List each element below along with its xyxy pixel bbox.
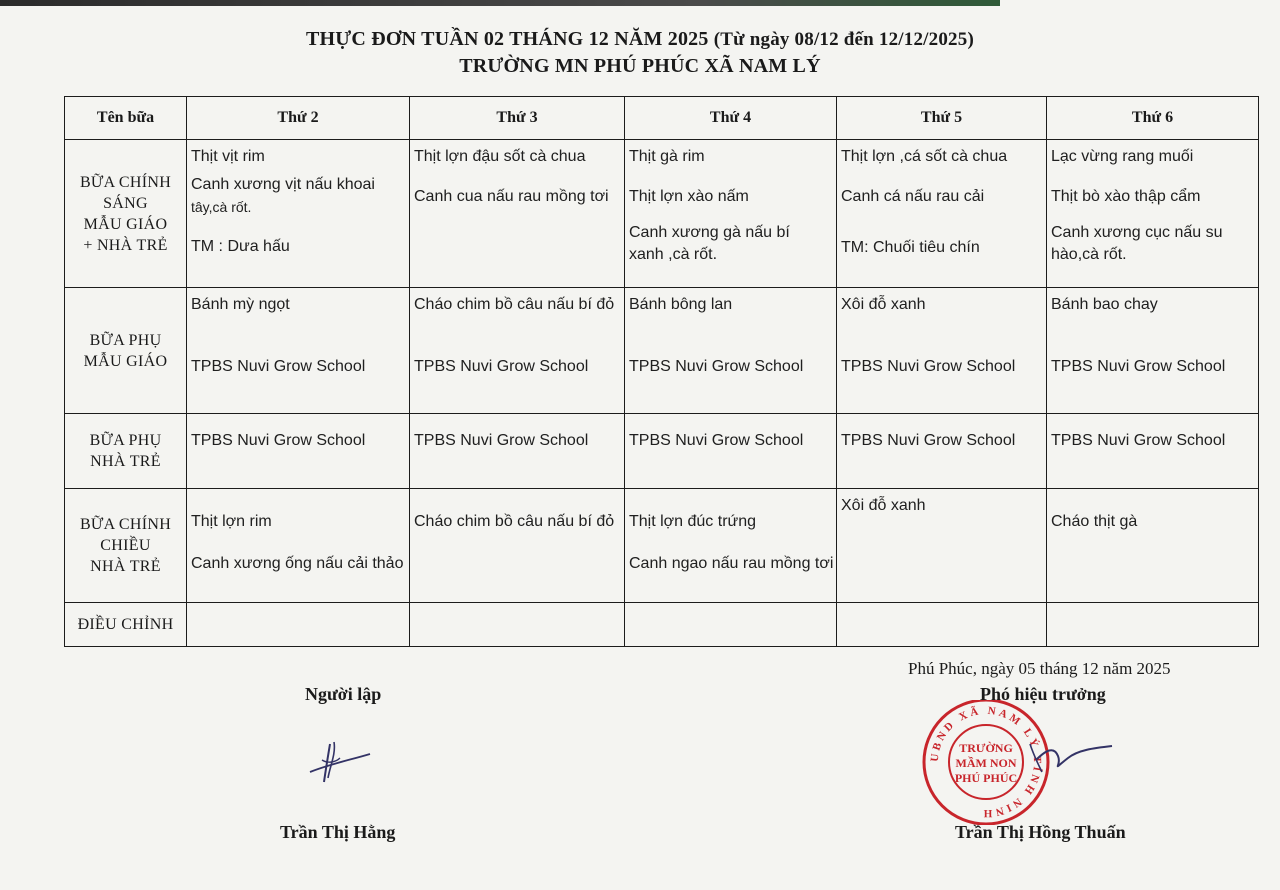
menu-cell bbox=[625, 414, 837, 489]
dish-item: Canh ngao nấu rau mồng tơi bbox=[629, 555, 834, 572]
table-row bbox=[65, 288, 1259, 414]
stamp-text-line: TRƯỜNG bbox=[959, 741, 1013, 755]
meal-label-line: BỮA PHỤ bbox=[89, 331, 162, 349]
stamp-text-line: PHÚ PHÚC bbox=[954, 771, 1018, 785]
meal-label-line: + NHÀ TRẺ bbox=[83, 236, 168, 254]
dish-item: Thịt bò xào thập cẩm bbox=[1051, 188, 1201, 205]
dish-item: TPBS Nuvi Grow School bbox=[1051, 358, 1226, 375]
date-line: Phú Phúc, ngày 05 tháng 12 năm 2025 bbox=[908, 659, 1171, 678]
meal-label bbox=[65, 288, 187, 414]
menu-cell bbox=[625, 603, 837, 647]
meal-label-line: SÁNG bbox=[103, 194, 148, 212]
dish-item: TPBS Nuvi Grow School bbox=[629, 358, 804, 375]
col-header-wednesday: Thứ 4 bbox=[625, 97, 837, 140]
menu-cell bbox=[187, 288, 410, 414]
dish-item: Bánh bao chay bbox=[1051, 296, 1158, 313]
school-name: TRƯỜNG MN PHÚ PHÚC XÃ NAM LÝ bbox=[459, 55, 821, 77]
menu-cell bbox=[1047, 140, 1259, 288]
dish-item: Cháo thịt gà bbox=[1051, 513, 1138, 530]
meal-label-line: CHIỀU bbox=[100, 537, 151, 554]
dish-item: Canh cá nấu rau cải bbox=[841, 188, 985, 205]
menu-cell bbox=[837, 414, 1047, 489]
title-date-range: (Từ ngày 08/12 đến 12/12/2025) bbox=[713, 29, 974, 50]
menu-cell bbox=[625, 489, 837, 603]
preparer-signature bbox=[300, 738, 380, 788]
menu-cell bbox=[837, 288, 1047, 414]
stamp-outer-text: UBND XÃ NAM LÝ TỈNH NINH bbox=[928, 704, 1044, 820]
menu-cell bbox=[1047, 603, 1259, 647]
dish-item: TPBS Nuvi Grow School bbox=[841, 432, 1016, 449]
table-row bbox=[65, 414, 1259, 489]
col-header-friday: Thứ 6 bbox=[1047, 97, 1259, 140]
menu-cell bbox=[1047, 414, 1259, 489]
menu-table bbox=[64, 96, 1259, 647]
dish-item: Canh xương cục nấu su bbox=[1051, 224, 1223, 241]
vice-principal-role: Phó hiệu trưởng bbox=[980, 684, 1106, 704]
meal-label bbox=[65, 414, 187, 489]
menu-cell bbox=[410, 414, 625, 489]
meal-label-line: BỮA PHỤ bbox=[89, 432, 162, 449]
meal-label-line: NHÀ TRẺ bbox=[90, 558, 161, 575]
menu-cell bbox=[187, 489, 410, 603]
dish-item: TPBS Nuvi Grow School bbox=[414, 358, 589, 375]
dish-item: Canh xương ống nấu cải thảo bbox=[191, 555, 404, 572]
dish-item: Cháo chim bồ câu nấu bí đỏ bbox=[414, 513, 615, 530]
title-main: THỰC ĐƠN TUẦN 02 THÁNG 12 NĂM 2025 bbox=[306, 28, 709, 50]
col-header-meal: Tên bữa bbox=[65, 97, 187, 140]
meal-label-line: BỮA CHÍNH bbox=[79, 516, 172, 533]
scan-top-edge bbox=[0, 0, 1000, 6]
table-row bbox=[65, 489, 1259, 603]
dish-item: Cháo chim bồ câu nấu bí đỏ bbox=[414, 296, 615, 313]
dish-item: Thịt lợn đúc trứng bbox=[629, 513, 757, 530]
dish-item: TM: Chuối tiêu chín bbox=[841, 239, 980, 256]
meal-label-line: BỮA CHÍNH bbox=[79, 173, 172, 191]
school-stamp bbox=[918, 700, 1118, 825]
dish-item: Canh cua nấu rau mồng tơi bbox=[414, 188, 609, 205]
menu-cell bbox=[410, 603, 625, 647]
dish-item: Thịt lợn xào nấm bbox=[629, 188, 749, 205]
menu-cell bbox=[837, 489, 1047, 603]
dish-item: xanh ,cà rốt. bbox=[629, 246, 718, 263]
col-header-thursday: Thứ 5 bbox=[837, 97, 1047, 140]
page-title bbox=[0, 28, 1280, 51]
header-row bbox=[65, 97, 1259, 140]
dish-item: Thịt lợn ,cá sốt cà chua bbox=[841, 148, 1008, 165]
menu-cell bbox=[1047, 489, 1259, 603]
dish-item: TPBS Nuvi Grow School bbox=[414, 432, 589, 449]
dish-item: Canh xương gà nấu bí bbox=[629, 224, 790, 241]
dish-item: Bánh bông lan bbox=[629, 296, 733, 313]
menu-cell bbox=[187, 414, 410, 489]
meal-label-line: NHÀ TRẺ bbox=[90, 453, 161, 470]
stamp-text-line: MẦM NON bbox=[955, 756, 1017, 770]
dish-item: Thịt lợn rim bbox=[191, 513, 272, 530]
menu-cell bbox=[625, 140, 837, 288]
dish-item: TPBS Nuvi Grow School bbox=[191, 358, 366, 375]
menu-cell bbox=[410, 140, 625, 288]
table-row bbox=[65, 603, 1259, 647]
dish-item: Thịt lợn đậu sốt cà chua bbox=[414, 148, 586, 165]
dish-item: Thịt gà rim bbox=[629, 148, 705, 165]
meal-label-line: MẪU GIÁO bbox=[83, 352, 168, 370]
dish-item: Xôi đỗ xanh bbox=[841, 497, 926, 514]
menu-cell bbox=[837, 603, 1047, 647]
menu-cell bbox=[1047, 288, 1259, 414]
menu-cell bbox=[187, 140, 410, 288]
dish-item: Xôi đỗ xanh bbox=[841, 296, 926, 313]
table-row bbox=[65, 140, 1259, 288]
meal-label-line: MẪU GIÁO bbox=[83, 215, 168, 233]
dish-item: tây,cà rốt. bbox=[191, 199, 252, 215]
menu-cell bbox=[187, 603, 410, 647]
preparer-role: Người lập bbox=[305, 684, 382, 704]
menu-cell bbox=[625, 288, 837, 414]
vice-principal-name: Trần Thị Hồng Thuấn bbox=[955, 822, 1126, 842]
meal-label bbox=[65, 489, 187, 603]
dish-item: TPBS Nuvi Grow School bbox=[629, 432, 804, 449]
dish-item: TM : Dưa hấu bbox=[191, 238, 290, 255]
dish-item: TPBS Nuvi Grow School bbox=[191, 432, 366, 449]
dish-item: hào,cà rốt. bbox=[1051, 246, 1127, 263]
col-header-tuesday: Thứ 3 bbox=[410, 97, 625, 140]
menu-cell bbox=[410, 288, 625, 414]
dish-item: Thịt vịt rim bbox=[191, 148, 265, 165]
preparer-name: Trần Thị Hằng bbox=[280, 822, 396, 842]
dish-item: Canh xương vịt nấu khoai bbox=[191, 176, 375, 193]
dish-item: Bánh mỳ ngọt bbox=[191, 296, 290, 313]
dish-item: Lạc vừng rang muối bbox=[1051, 148, 1194, 165]
dish-item: TPBS Nuvi Grow School bbox=[841, 358, 1016, 375]
meal-label bbox=[65, 140, 187, 288]
menu-cell bbox=[410, 489, 625, 603]
meal-label-line: ĐIỀU CHỈNH bbox=[77, 616, 174, 633]
meal-label bbox=[65, 603, 187, 647]
col-header-monday: Thứ 2 bbox=[187, 97, 410, 140]
dish-item: TPBS Nuvi Grow School bbox=[1051, 432, 1226, 449]
menu-cell bbox=[837, 140, 1047, 288]
